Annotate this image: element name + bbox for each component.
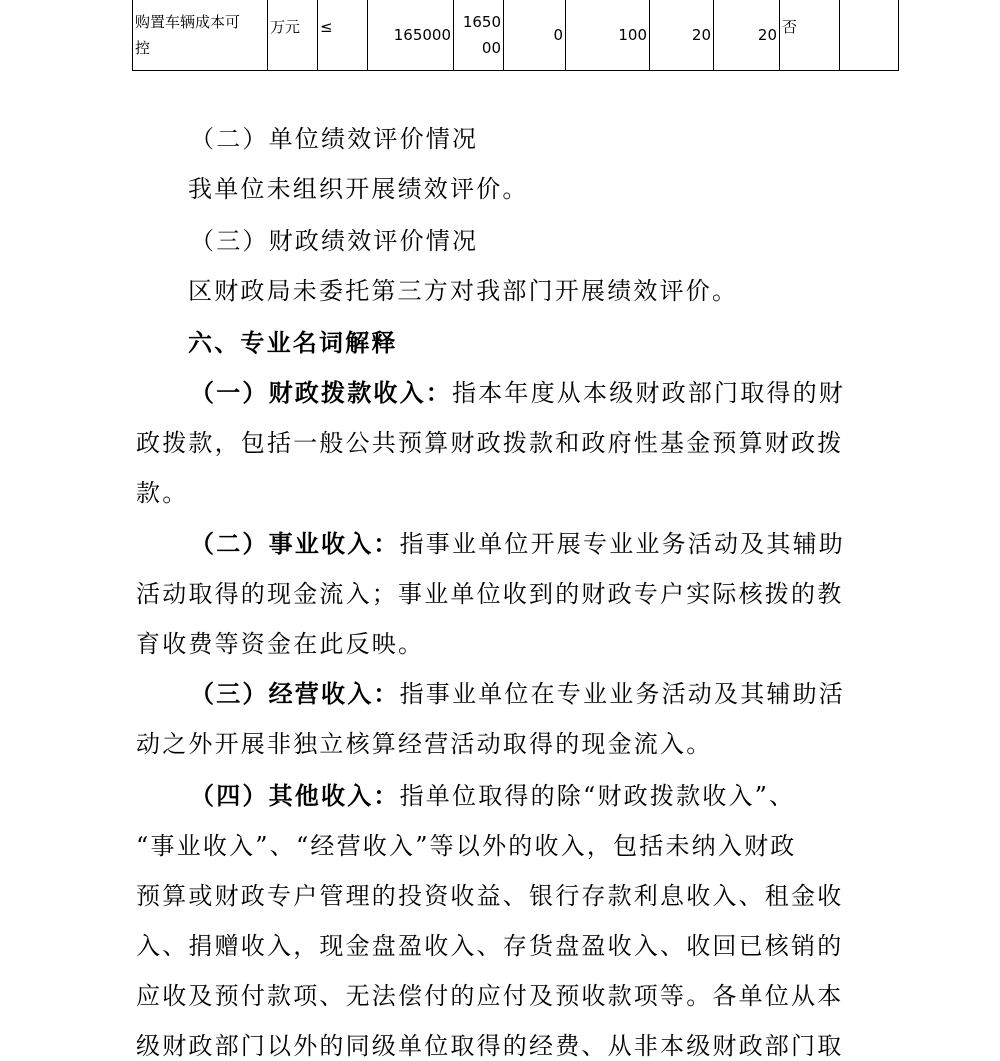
- term-text: 指事业单位在专业业务活动及其辅助活: [399, 680, 846, 708]
- indicator-name-line: 控: [135, 39, 151, 57]
- section-finance-evaluation: [136, 216, 876, 316]
- term-text: 应收及预付款项、无法偿付的应付及预收款项等。各单位从本: [136, 982, 844, 1010]
- heading-glossary: 六、专业名词解释: [188, 328, 398, 357]
- indicator-name-line: 购置车辆成本可: [135, 13, 241, 31]
- term-text: 指单位取得的除“财政拨款收入”、: [399, 782, 796, 810]
- paragraph-finance-evaluation: 区财政局未委托第三方对我部门开展绩效评价。: [188, 277, 739, 305]
- actual-value-line: 1650: [462, 13, 501, 31]
- term-text: 指事业单位开展专业业务活动及其辅助: [399, 530, 846, 558]
- full-score-cell: 100: [566, 0, 650, 71]
- term-text: 款。: [136, 479, 189, 507]
- is-key-cell: 否: [780, 0, 840, 71]
- operator-cell: ≤: [318, 0, 368, 71]
- target-value-cell: 165000: [368, 0, 454, 71]
- glossary-term-operating-income: [136, 669, 876, 769]
- term-label: （三）经营收入：: [190, 679, 400, 708]
- score-cell: 20: [714, 0, 780, 71]
- term-text: 预算或财政专户管理的投资收益、银行存款利息收入、租金收: [136, 882, 844, 910]
- glossary-term-other-income: [136, 771, 876, 1061]
- term-label: （一）财政拨款收入：: [190, 378, 452, 407]
- term-text: 入、捐赠收入，现金盘盈收入、存货盘盈收入、收回已核销的: [136, 932, 844, 960]
- glossary-term-business-income: [136, 519, 876, 669]
- term-label: （二）事业收入：: [190, 529, 400, 558]
- paragraph-unit-evaluation: 我单位未组织开展绩效评价。: [188, 175, 529, 203]
- indicator-name-cell: [133, 0, 268, 71]
- deviation-cell: 0: [504, 0, 566, 71]
- heading-unit-evaluation: （二）单位绩效评价情况: [190, 125, 479, 153]
- glossary-term-fiscal-appropriation: [136, 368, 876, 518]
- term-text: 动之外开展非独立核算经营活动取得的现金流入。: [136, 730, 713, 758]
- term-label: （四）其他收入：: [190, 781, 400, 810]
- term-text: “事业收入”、“经营收入”等以外的收入，包括未纳入财政: [136, 832, 797, 860]
- actual-value-line: 00: [481, 39, 501, 57]
- weight-cell: 20: [650, 0, 714, 71]
- term-text: 育收费等资金在此反映。: [136, 630, 425, 658]
- heading-finance-evaluation: （三）财政绩效评价情况: [190, 227, 479, 255]
- term-text: 指本年度从本级财政部门取得的财: [452, 379, 845, 407]
- unit-cell: 万元: [268, 0, 318, 71]
- performance-indicator-table: [132, 0, 899, 71]
- term-text: 活动取得的现金流入；事业单位收到的财政专户实际核拨的教: [136, 580, 844, 608]
- remark-cell: [840, 0, 899, 71]
- table-row: [133, 0, 899, 71]
- actual-value-cell: [454, 0, 504, 71]
- section-glossary: [136, 318, 876, 368]
- section-unit-evaluation: [136, 114, 876, 214]
- term-text: 级财政部门以外的同级单位取得的经费、从非本级财政部门取: [136, 1032, 844, 1060]
- term-text: 政拨款，包括一般公共预算财政拨款和政府性基金预算财政拨: [136, 429, 844, 457]
